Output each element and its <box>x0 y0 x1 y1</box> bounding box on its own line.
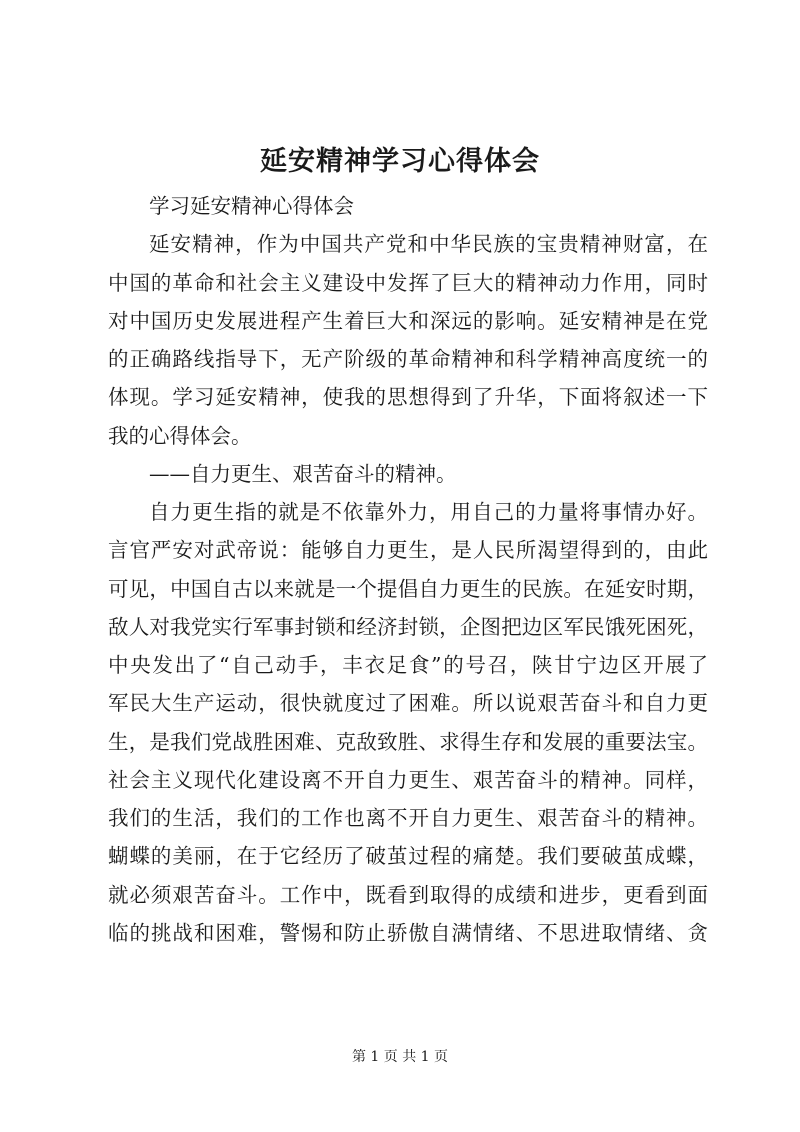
paragraph-line: 中国的革命和社会主义建设中发挥了巨大的精神动力作用，同时 <box>108 270 708 295</box>
paragraph-line: ——自力更生、艰苦奋斗的精神。 <box>149 461 457 486</box>
paragraph-line: 我的心得体会。 <box>108 423 252 448</box>
paragraph-line: 可见，中国自古以来就是一个提倡自力更生的民族。在延安时期， <box>108 576 708 601</box>
paragraph-line: 就必须艰苦奋斗。工作中，既看到取得的成绩和进步，更看到面 <box>108 882 708 907</box>
paragraph-line: 生，是我们党战胜困难、克敌致胜、求得生存和发展的重要法宝。 <box>108 729 708 754</box>
paragraph-line: 的正确路线指导下，无产阶级的革命精神和科学精神高度统一的 <box>108 347 708 371</box>
paragraph-line: 敌人对我党实行军事封锁和经济封锁，企图把边区军民饿死困死， <box>108 614 708 639</box>
paragraph-line: 临的挑战和困难，警惕和防止骄傲自满情绪、不思进取情绪、贪 <box>108 920 708 945</box>
paragraph-line: 学习延安精神心得体会 <box>149 194 354 218</box>
document-body <box>108 187 708 952</box>
paragraph-line: 军民大生产运动，很快就度过了困难。所以说艰苦奋斗和自力更 <box>108 691 708 716</box>
paragraph-line: 我们的生活，我们的工作也离不开自力更生、艰苦奋斗的精神。 <box>108 806 708 830</box>
paragraph-line: 社会主义现代化建设离不开自力更生、艰苦奋斗的精神。同样， <box>108 767 708 792</box>
paragraph-line: 延安精神，作为中国共产党和中华民族的宝贵精神财富，在 <box>149 232 708 257</box>
page-footer: 第 1 页 共 1 页 <box>351 1049 449 1065</box>
paragraph-line: 中央发出了“自己动手，丰衣足食”的号召，陕甘宁边区开展了 <box>108 653 708 677</box>
paragraph-line: 体现。学习延安精神，使我的思想得到了升华，下面将叙述一下 <box>108 385 708 410</box>
paragraph-line: 自力更生指的就是不依靠外力，用自己的力量将事情办好。 <box>149 500 708 524</box>
paragraph-line: 蝴蝶的美丽，在于它经历了破茧过程的痛楚。我们要破茧成蝶， <box>108 844 708 869</box>
paragraph-line: 言官严安对武帝说：能够自力更生，是人民所渴望得到的，由此 <box>108 538 708 563</box>
paragraph-line: 对中国历史发展进程产生着巨大和深远的影响。延安精神是在党 <box>108 308 708 333</box>
document-title: 延安精神学习心得体会 <box>260 146 540 177</box>
